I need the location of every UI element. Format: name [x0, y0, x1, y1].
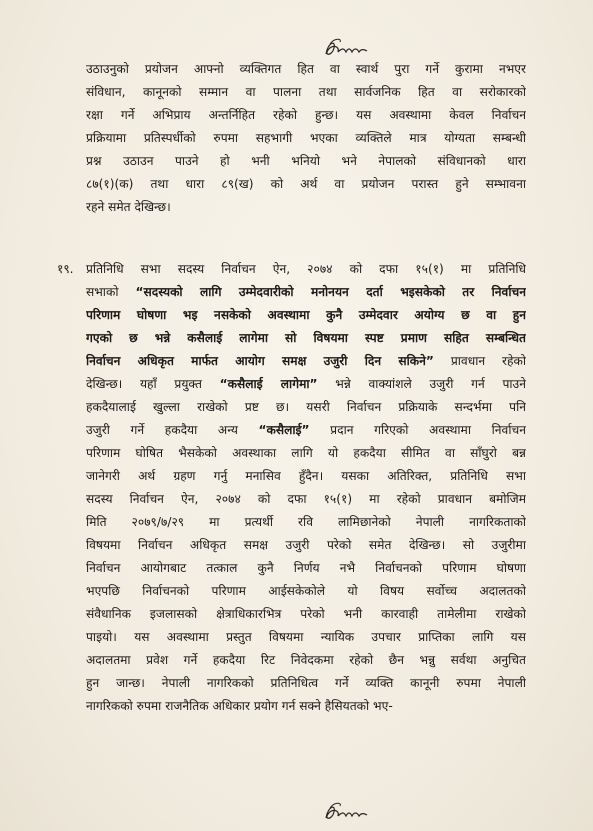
bold-text: परिणाम घोषणा भइ नसकेको अवस्थामा कुनै उम्मेदवार अयोग्य छ वा हुन: [86, 308, 526, 322]
text-span: सभाको: [86, 285, 136, 299]
text-line: उठाउनुको प्रयोजन आफ्नो व्यक्तिगत हित वा स्वार्थ पुरा गर्ने कुरामा नभएर: [86, 62, 526, 76]
text-line: [86, 672, 526, 695]
text-line: [86, 281, 526, 304]
text-line: [86, 258, 526, 281]
text-line: [86, 350, 526, 373]
text-span: देखिन्छ। यहाँ प्रयुक्त: [86, 377, 220, 391]
text-line: [86, 304, 526, 327]
bold-text: “कसैलाई”: [258, 423, 310, 437]
text-line: रहने समेत देखिन्छ।: [86, 200, 171, 214]
paragraph-19: [86, 258, 526, 718]
text-line: [86, 511, 526, 534]
text-line: [86, 557, 526, 580]
text-line: संविधान, कानूनको सम्मान वा पालना तथा सार्वजनिक हित वा सरोकारको: [86, 85, 526, 99]
text-line: [86, 373, 526, 396]
text-line: [86, 488, 526, 511]
text-span: प्रावधान रहेको: [433, 354, 526, 368]
text-line: ८७(१)(क) तथा धारा ८९(ख) को अर्थ वा प्रयोजन परास्त हुने सम्भावना: [86, 177, 526, 191]
text-line: [86, 396, 526, 419]
text-span: निर्वाचन आयोगबाट तत्काल कुनै निर्णय नभै निर्वाचनको परिणाम घोषणा: [86, 561, 526, 575]
text-line: रक्षा गर्ने अभिप्राय अन्तर्निहित रहेको हुन्छ। यस अवस्थामा केवल निर्वाचन: [86, 108, 526, 122]
text-span: परिणाम घोषित भैसकेको अवस्थाका लागि यो हकदैया सीमित वा साँघुरो बन्न: [86, 446, 526, 460]
text-line: [86, 534, 526, 557]
text-span: भएपछि निर्वाचनको परिणाम आईसकेकोले यो विषय सर्वोच्च अदालतको: [86, 584, 526, 598]
text-span: हुन जान्छ। नेपाली नागरिकको प्रतिनिधित्व गर्ने व्यक्ति कानूनी रुपमा नेपाली: [86, 676, 526, 690]
text-span: जानेगरी अर्थ ग्रहण गर्नु मनासिव हुँदैन। यसका अतिरिक्त, प्रतिनिधि सभा: [86, 469, 526, 483]
text-span: प्रतिनिधि सभा सदस्य निर्वाचन ऐन, २०७४ को दफा १५(१) मा प्रतिनिधि: [86, 262, 526, 276]
bold-text: गएको छ भन्ने कसैलाई लागेमा सो विषयमा स्पष्ट प्रमाण सहित सम्बन्धित: [86, 331, 526, 345]
text-line: [86, 603, 526, 626]
text-span: प्रदान गरिएको अवस्थामा निर्वाचन: [309, 423, 526, 437]
text-line: [86, 419, 526, 442]
text-line: [86, 327, 526, 350]
bold-text: निर्वाचन अधिकृत मार्फत आयोग समक्ष उजुरी दिन सकिने”: [86, 354, 434, 368]
text-line: [86, 695, 526, 718]
text-span: नागरिकको रुपमा राजनैतिक अधिकार प्रयोग गर्न सक्ने हैसियतको भए-: [86, 699, 393, 713]
text-span: अदालतमा प्रवेश गर्ने हकदैया रिट निवेदकमा रहेको छैन भन्नु सर्वथा अनुचित: [86, 653, 526, 667]
bold-text: “सदस्यको लागि उम्मेदवारीको मनोनयन दर्ता भइसकेको तर निर्वाचन: [135, 285, 526, 299]
text-span: संवैधानिक इजलासको क्षेत्राधिकारभित्र परेको भनी कारवाही तामेलीमा राखेको: [86, 607, 526, 621]
text-line: प्रक्रियामा प्रतिस्पर्धीको रुपमा सहभागी भएका व्यक्तिले मात्र योग्यता सम्बन्धी: [86, 131, 526, 145]
paragraph-continued: [86, 58, 526, 219]
text-span: भन्ने वाक्यांशले उजुरी गर्न पाउने: [317, 377, 526, 391]
text-span: मिति २०७९/७/२९ मा प्रत्यर्थी रवि लामिछानेको नेपाली नागरिकताको: [86, 515, 526, 529]
text-span: पाइयो। यस अवस्थामा प्रस्तुत विषयमा न्यायिक उपचार प्राप्तिका लागि यस: [86, 630, 526, 644]
text-span: हकदैयालाई खुल्ला राखेको प्रष्ट छ। यसरी निर्वाचन प्रक्रियाके सन्दर्भमा पनि: [86, 400, 526, 414]
text-span: सदस्य निर्वाचन ऐन, २०७४ को दफा १५(१) मा रहेको प्रावधान बमोजिम: [86, 492, 526, 506]
text-line: [86, 465, 526, 488]
text-line: प्रश्न उठाउन पाउने हो भनी भनियो भने नेपालको संविधानको धारा: [86, 154, 526, 168]
bold-text: “कसैलाई लागेमा”: [219, 377, 318, 391]
text-line: [86, 580, 526, 603]
text-span: उजुरी गर्ने हकदैया अन्य: [86, 423, 259, 437]
text-line: [86, 442, 526, 465]
paragraph-number: १९.: [57, 262, 74, 276]
text-line: [86, 649, 526, 672]
signature-bottom: [320, 800, 372, 826]
text-span: विषयमा निर्वाचन अधिकृत समक्ष उजुरी परेको समेत देखिन्छ। सो उजुरीमा: [86, 538, 526, 552]
text-line: [86, 626, 526, 649]
